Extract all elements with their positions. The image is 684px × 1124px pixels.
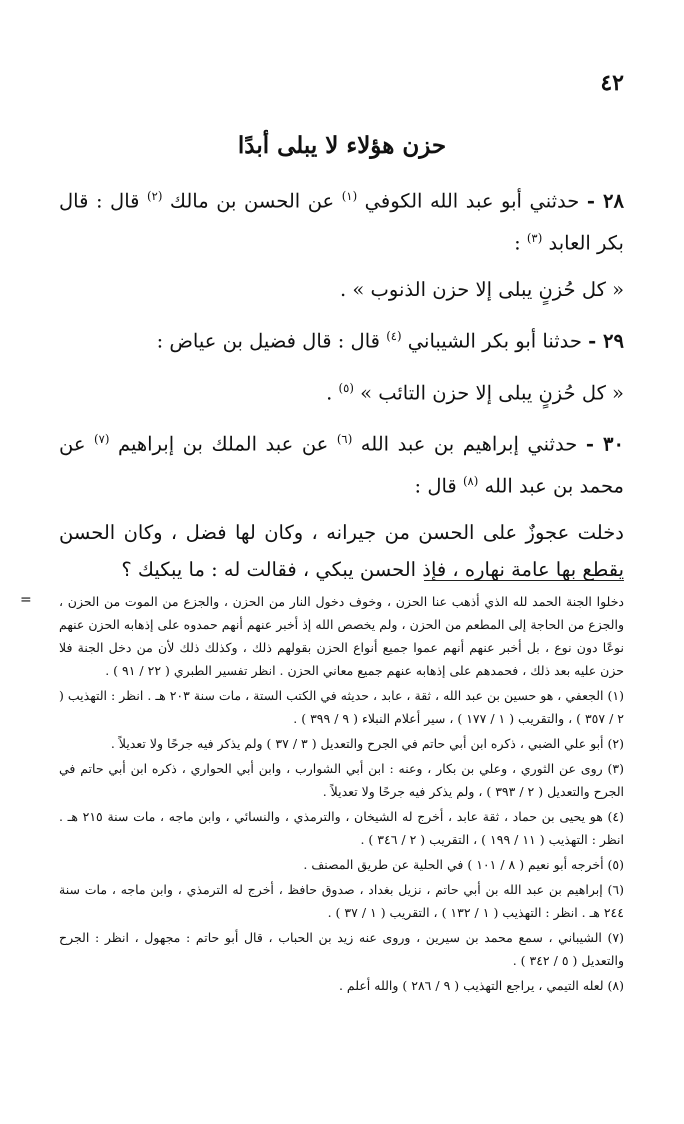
footnote: (٦) إبراهيم بن عبد الله بن أبي حاتم ، نزيل بغداد ، صدوق حافظ ، أخرج له الترمذي ، وابن ماجه ، مات سنة ٢٤٤ هـ . انظر : التهذيب ( ١ / ١٣٢ ) ، التقريب ( ١ / ٣٧ ) . — [59, 882, 624, 920]
footnote: (٤) هو يحيى بن حماد ، ثقة عابد ، أخرج له الشيخان ، والترمذي ، والنسائي ، وابن ماجه ، مات سنة ٢١٥ هـ . انظر : التهذيب ( ١١ / ١٩٩ ) ، التقريب ( ٢ / ٣٤٦ ) . — [59, 809, 624, 847]
footnote: دخلوا الجنة الحمد لله الذي أذهب عنا الحزن ، وخوف دخول النار من الحزن ، والجزع من الموت من الحزن ، والجزع من الحاجة إلى المطعم من الحزن ، ولم يخصص الله إذ أخبر عنهم أنهم حمدوه على إذهابه الحزن عنهم نوعًا دون نوع ، بل أخبر عنهم أنهم عموا جميع أنواع الحزن بقولهم ذلك ، وكذلك ذلك لأن من دخل الجنة فلا حزن عليه بعد ذلك ، فحمدهم على إذهابه عنهم جميع معاني الحزن . انظر تفسير الطبري ( ٢٢ / ٩١ ) . — [59, 594, 624, 678]
paragraph-text: حدثني أبو عبد الله الكوفي — [357, 189, 587, 213]
story-paragraph — [59, 514, 624, 588]
hadith-number: ٢٩ - — [588, 329, 624, 353]
footnote-divider — [424, 580, 624, 581]
paragraph-text: قال : قال بكر العابد — [59, 189, 624, 254]
quote-28 — [59, 271, 624, 308]
footnote: (٧) الشيباني ، سمع محمد بن سيرين ، وروى عنه زيد بن الحباب ، قال أبو حاتم : مجهول ، انظر : الجرح والتعديل ( ٥ / ٣٤٢ ) . — [59, 930, 624, 968]
footnote-ref: (٧) — [94, 432, 110, 446]
paragraph-text: قال : — [414, 474, 463, 497]
quote-text: « كل حُزنٍ يبلى إلا حزن التائب » — [353, 381, 624, 404]
quote-text: . — [326, 381, 339, 404]
section-title: حزن هؤلاء لا يبلى أبدًا — [237, 132, 447, 159]
paragraph-text: عن محمد بن عبد الله — [59, 432, 624, 497]
quote-29 — [59, 370, 624, 412]
main-text — [59, 178, 624, 598]
paragraph-text: : — [514, 231, 527, 254]
hadith-number: ٣٠ - — [585, 432, 624, 456]
footnote-ref: (٣) — [526, 230, 543, 245]
footnote-ref: (٦) — [336, 432, 353, 446]
footnote: (١) الجعفي ، هو حسين بن عبد الله ، ثقة ، عابد ، حديثه في الكتب الستة ، مات سنة ٢٠٣ هـ . انظر : التهذيب ( ٢ / ٣٥٧ ) ، والتقريب ( ١ / ١٧٧ ) ، سير أعلام النبلاء ( ٩ / ٣٩٩ ) . — [59, 688, 624, 726]
paragraph-text: عن عبد الملك بن إبراهيم — [109, 432, 337, 456]
paragraph-text: حدثني إبراهيم بن عبد الله — [352, 432, 586, 456]
hadith-number: ٢٨ - — [586, 189, 624, 213]
footnote-ref: (١) — [341, 189, 358, 203]
footnote: (٨) لعله التيمي ، يراجع التهذيب ( ٩ / ٢٨٦ ) والله أعلم . — [338, 978, 624, 993]
footnote-ref: (٥) — [338, 380, 354, 395]
story-text: دخلت عجوزٌ على الحسن من جيرانه ، وكان لها فضل ، وكان الحسن يقطع بها عامة نهاره ، فإذ الحسن يبكي ، فقالت له : ما يبكيك ؟ — [59, 521, 624, 581]
paragraph-28 — [59, 178, 624, 261]
continuation-mark: = — [20, 592, 32, 608]
footnotes — [59, 590, 624, 999]
paragraph-30 — [59, 421, 624, 504]
quote-text: « كل حُزنٍ يبلى إلا حزن الذنوب » . — [340, 278, 624, 301]
paragraph-text: حدثنا أبو بكر الشيباني — [401, 329, 589, 353]
footnote: (٢) أبو علي الضبي ، ذكره ابن أبي حاتم في الجرح والتعديل ( ٣ / ٣٧ ) ولم يذكر فيه جرحًا ولا تعديلاً . — [110, 736, 624, 751]
paragraph-text: قال : قال فضيل بن عياض : — [156, 329, 387, 353]
footnote: (٥) أخرجه أبو نعيم ( ٨ / ١٠١ ) في الحلية عن طريق المصنف . — [303, 857, 624, 872]
paragraph-text: عن الحسن بن مالك — [162, 189, 342, 213]
footnote-ref: (٢) — [147, 189, 163, 203]
footnote: (٣) روى عن الثوري ، وعلي بن بكار ، وعنه : ابن أبي الشوارب ، وابن أبي الحواري ، ذكره ابن أبي حاتم في الجرح والتعديل ( ٢ / ٣٩٣ ) ، ولم يذكر فيه جرحًا ولا تعديلاً . — [59, 761, 624, 799]
page-number: ٤٢ — [600, 70, 624, 96]
footnote-ref: (٤) — [386, 329, 402, 343]
footnote-ref: (٨) — [462, 473, 479, 488]
paragraph-29 — [59, 318, 624, 360]
